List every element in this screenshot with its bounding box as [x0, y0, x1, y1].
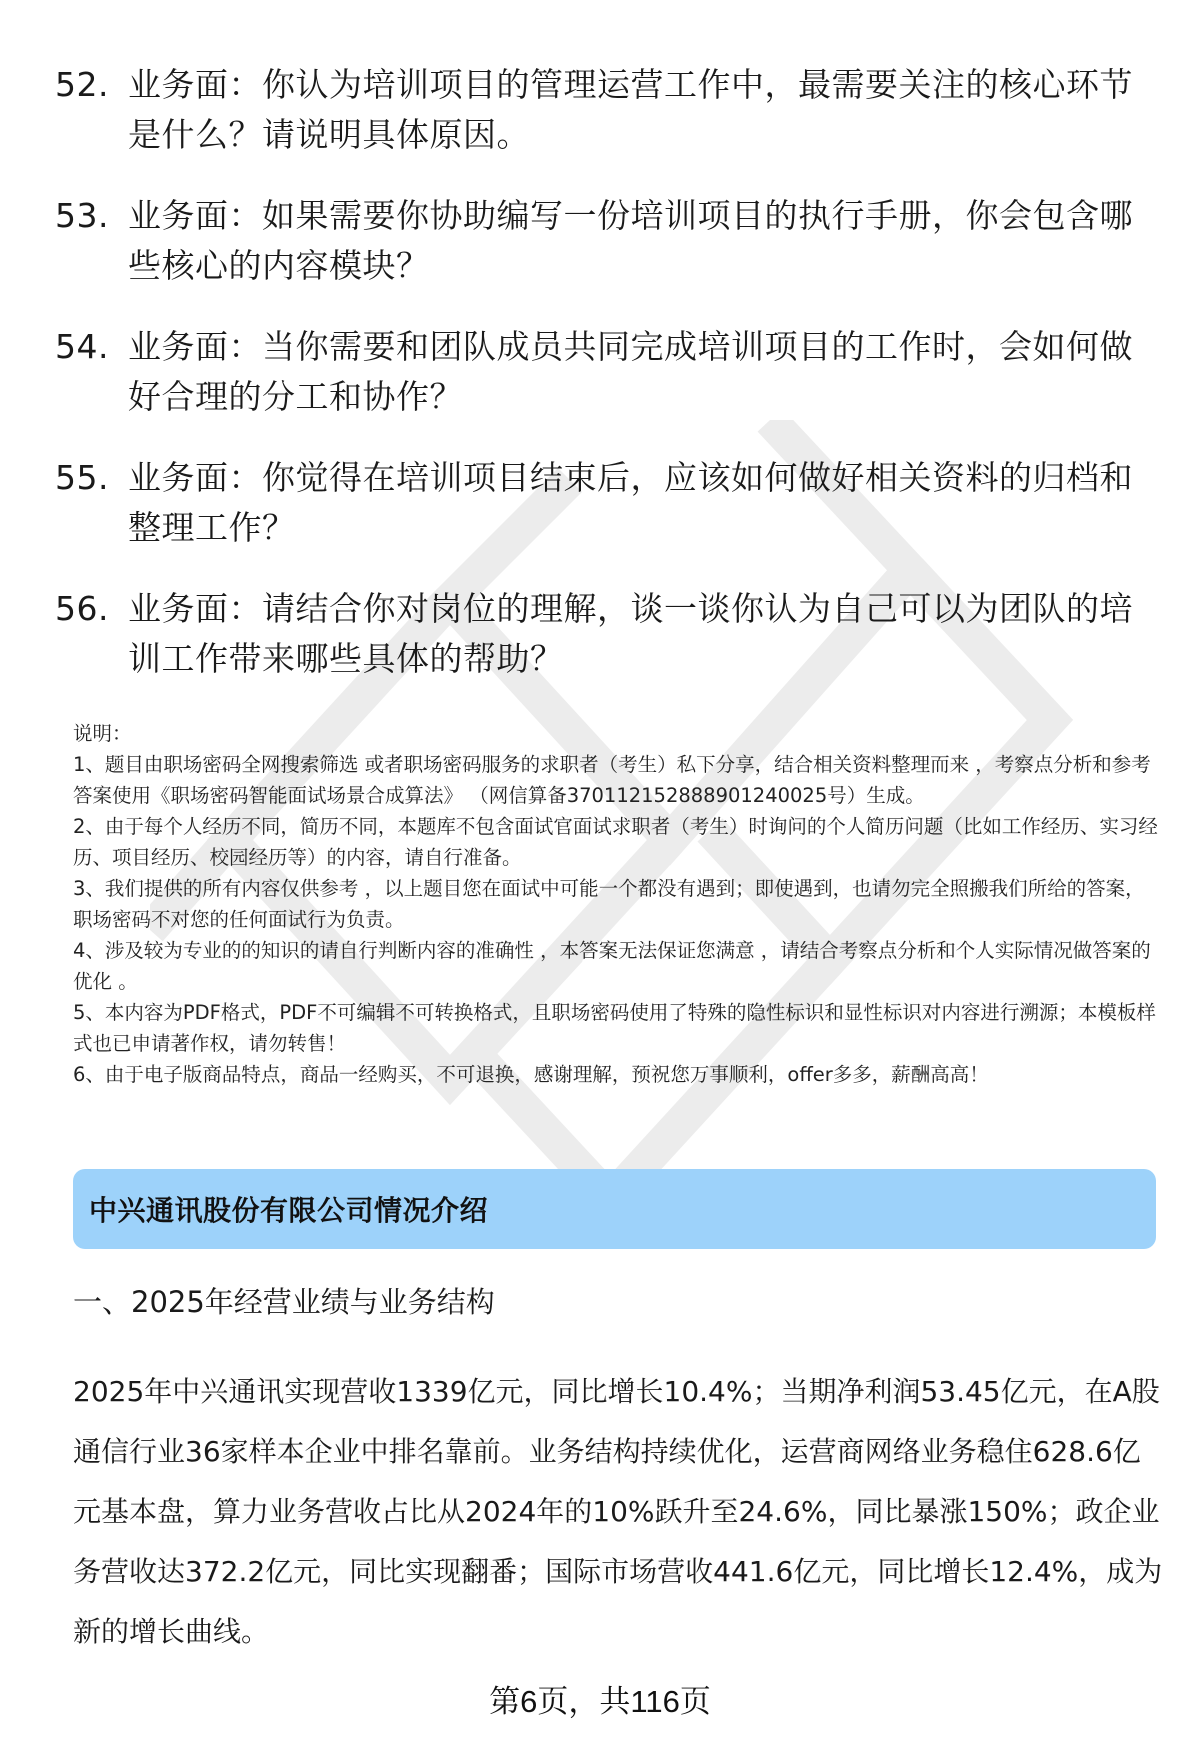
question-text: 业务面：你认为培训项目的管理运营工作中，最需要关注的核心环节是什么？请说明具体原因。: [128, 65, 1133, 154]
question-text: 业务面：请结合你对岗位的理解，谈一谈你认为自己可以为团队的培训工作带来哪些具体的帮助？: [128, 589, 1133, 678]
question-number: 56.: [55, 589, 109, 628]
note-item: 5、本内容为PDF格式，PDF不可编辑不可转换格式，且职场密码使用了特殊的隐性标识和显性标识对内容进行溯源；本模板样式也已申请著作权，请勿转售！: [73, 1001, 1156, 1055]
note-item: 4、涉及较为专业的的知识的请自行判断内容的准确性 ，本答案无法保证您满意 ，请结合考察点分析和个人实际情况做答案的优化 。: [73, 939, 1151, 993]
question-item: [55, 191, 1145, 291]
question-text: 业务面：当你需要和团队成员共同完成培训项目的工作时，会如何做好合理的分工和协作？: [128, 327, 1133, 416]
question-number: 54.: [55, 327, 109, 366]
section-banner: [73, 1169, 1156, 1249]
section-subheading: 一、2025年经营业绩与业务结构: [73, 1285, 495, 1319]
notes-title: 说明：: [73, 722, 132, 745]
question-item: [55, 453, 1145, 553]
question-item: [55, 322, 1145, 422]
note-item: 6、由于电子版商品特点，商品一经购买，不可退换，感谢理解，预祝您万事顺利，offer多多，薪酬高高！: [73, 1063, 989, 1086]
section-banner-title: 中兴通讯股份有限公司情况介绍: [89, 1194, 489, 1227]
question-number: 53.: [55, 196, 109, 235]
question-item: [55, 60, 1145, 160]
disclaimer-notes: [73, 718, 1158, 1090]
note-item: 2、由于每个人经历不同，简历不同，本题库不包含面试官面试求职者（考生）时询问的个人简历问题（比如工作经历、实习经历、项目经历、校园经历等）的内容，请自行准备。: [73, 815, 1158, 869]
question-text: 业务面：如果需要你协助编写一份培训项目的执行手册，你会包含哪些核心的内容模块？: [128, 196, 1133, 285]
question-item: [55, 584, 1145, 684]
question-number: 52.: [55, 65, 109, 104]
section-paragraph: 2025年中兴通讯实现营收1339亿元，同比增长10.4%；当期净利润53.45亿元，在A股通信行业36家样本企业中排名靠前。业务结构持续优化，运营商网络业务稳住628.6亿元基本盘，算力业务营收占比从2024年的10%跃升至24.6%，同比暴涨150%；政企业务营收达372.2亿元，同比实现翻番；国际市场营收441.6亿元，同比增长12.4%，成为新的增长曲线。: [73, 1375, 1163, 1648]
note-item: 3、我们提供的所有内容仅供参考 ，以上题目您在面试中可能一个都没有遇到；即使遇到，也请勿完全照搬我们所给的答案，职场密码不对您的任何面试行为负责。: [73, 877, 1145, 931]
note-item: 1、题目由职场密码全网搜索筛选 或者职场密码服务的求职者（考生）私下分享，结合相关资料整理而来 ，考察点分析和参考答案使用《职场密码智能面试场景合成算法》 （网信算备370112152888901240025号）生成。: [73, 753, 1151, 807]
question-list: [55, 60, 1145, 715]
question-number: 55.: [55, 458, 109, 497]
page-indicator: 第6页，共116页: [489, 1684, 711, 1719]
question-text: 业务面：你觉得在培训项目结束后，应该如何做好相关资料的归档和整理工作？: [128, 458, 1133, 547]
